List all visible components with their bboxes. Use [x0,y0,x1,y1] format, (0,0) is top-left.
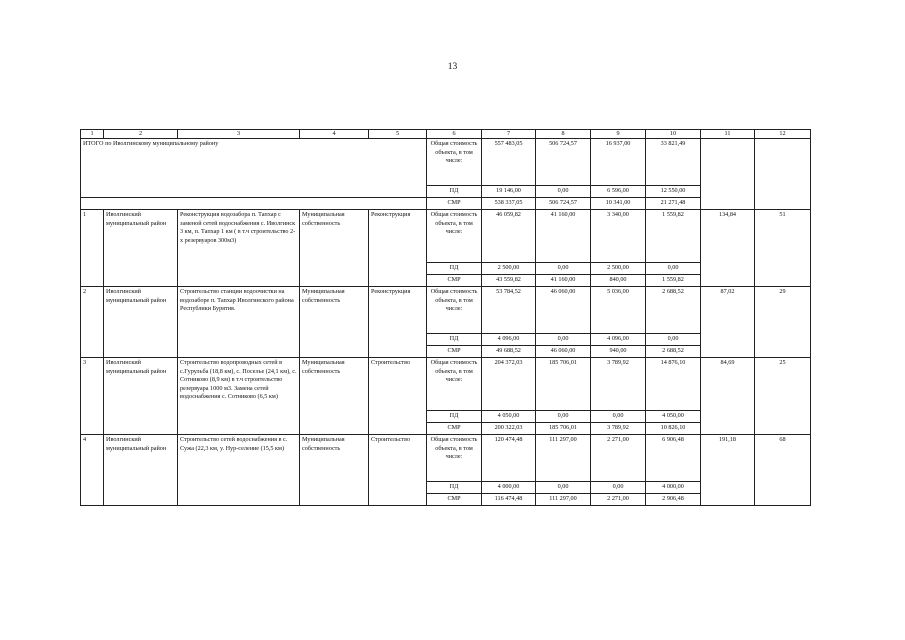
empty-cell [81,198,427,210]
project-ownership: Муниципальная собственность [300,210,369,287]
cost-type-cell: Общая стоимость объекта, в том числе: [427,358,482,411]
empty-cell [701,139,755,210]
project-district: Иволгинский муниципальный район [104,435,178,506]
project-row [81,435,811,482]
cost-type-cell: Общая стоимость объекта, в том числе: [427,435,482,482]
cost-type-cell: Общая стоимость объекта, в том числе: [427,210,482,263]
value-cell: 0,00 [536,482,591,494]
value-cell: 116 474,48 [482,494,536,506]
value-cell: 2 906,48 [646,494,701,506]
project-row [81,287,811,334]
value-cell: 0,00 [536,186,591,198]
project-work-type: Строительство [369,358,427,435]
cost-type-cell: СМР [427,346,482,358]
project-name: Строительство сетей водоснабжения в с. Сужа (22,3 км, у. Нур-селение (15,5 км) [178,435,300,506]
project-district: Иволгинский муниципальный район [104,287,178,358]
value-cell: 557 483,05 [482,139,536,186]
value-cell: 840,00 [591,275,646,287]
cost-type-cell: СМР [427,494,482,506]
value-cell: 0,00 [646,334,701,346]
value-cell: 19 146,00 [482,186,536,198]
project-ownership: Муниципальная собственность [300,287,369,358]
value-cell: 46 060,00 [536,346,591,358]
value-cell: 53 784,52 [482,287,536,334]
project-name: Реконструкция водозабора п. Тапхар с заменой сетей водоснабжения с. Иволгинск 3 км, п. Тапхар 1 км ( в т.ч строительство 2-х резервуаров 300м3) [178,210,300,287]
value-cell: 41 160,00 [536,275,591,287]
value-cell: 2 271,00 [591,494,646,506]
value-cell: 2 688,52 [646,346,701,358]
cost-type-cell: Общая стоимость объекта, в том числе: [427,139,482,186]
value-cell: 0,00 [591,482,646,494]
column-number: 7 [482,130,536,139]
column-12-value: 25 [755,358,811,435]
column-11-value: 87,02 [701,287,755,358]
value-cell: 1 559,82 [646,275,701,287]
column-12-value: 68 [755,435,811,506]
column-11-value: 84,69 [701,358,755,435]
value-cell: 506 724,57 [536,139,591,186]
value-cell: 185 706,01 [536,358,591,411]
value-cell: 111 297,00 [536,435,591,482]
cost-type-cell: СМР [427,423,482,435]
cost-type-cell: СМР [427,275,482,287]
project-district: Иволгинский муниципальный район [104,358,178,435]
value-cell: 3 789,92 [591,358,646,411]
column-11-value: 134,84 [701,210,755,287]
value-cell: 12 550,00 [646,186,701,198]
value-cell: 538 337,05 [482,198,536,210]
column-12-value: 29 [755,287,811,358]
project-work-type: Реконструкция [369,210,427,287]
column-number: 11 [701,130,755,139]
value-cell: 4 096,00 [591,334,646,346]
column-number: 4 [300,130,369,139]
value-cell: 0,00 [536,334,591,346]
value-cell: 10 826,10 [646,423,701,435]
value-cell: 940,00 [591,346,646,358]
cost-type-cell: ПД [427,334,482,346]
value-cell: 4 000,00 [646,482,701,494]
project-number: 4 [81,435,104,506]
project-work-type: Строительство [369,435,427,506]
project-ownership: Муниципальная собственность [300,358,369,435]
cost-type-cell: ПД [427,411,482,423]
value-cell: 3 789,92 [591,423,646,435]
cost-type-cell: ПД [427,186,482,198]
value-cell: 49 688,52 [482,346,536,358]
column-number: 2 [104,130,178,139]
value-cell: 2 688,52 [646,287,701,334]
column-number: 8 [536,130,591,139]
column-number-row [81,130,811,139]
cost-type-cell: ПД [427,263,482,275]
column-12-value: 51 [755,210,811,287]
value-cell: 0,00 [646,263,701,275]
value-cell: 46 060,00 [536,287,591,334]
page-number: 13 [447,62,458,72]
column-number: 6 [427,130,482,139]
value-cell: 4 000,00 [482,482,536,494]
value-cell: 185 706,01 [536,423,591,435]
total-label: ИТОГО по Иволгинскому муниципальному району [81,139,427,198]
value-cell: 2 500,00 [482,263,536,275]
column-number: 5 [369,130,427,139]
empty-cell [755,139,811,210]
value-cell: 120 474,48 [482,435,536,482]
value-cell: 0,00 [536,411,591,423]
value-cell: 1 559,82 [646,210,701,263]
value-cell: 0,00 [591,411,646,423]
project-name: Строительство станции водоочистки на водозаборе п. Тапхар Иволгинского района Республики Бурятия. [178,287,300,358]
value-cell: 204 372,03 [482,358,536,411]
value-cell: 46 059,82 [482,210,536,263]
value-cell: 16 937,00 [591,139,646,186]
column-number: 12 [755,130,811,139]
project-district: Иволгинский муниципальный район [104,210,178,287]
value-cell: 0,00 [536,263,591,275]
cost-type-cell: Общая стоимость объекта, в том числе: [427,287,482,334]
value-cell: 4 050,00 [646,411,701,423]
value-cell: 4 096,00 [482,334,536,346]
investment-program-table [80,129,811,506]
project-work-type: Реконструкция [369,287,427,358]
column-number: 9 [591,130,646,139]
cost-type-cell: ПД [427,482,482,494]
project-number: 3 [81,358,104,435]
column-number: 1 [81,130,104,139]
value-cell: 111 297,00 [536,494,591,506]
value-cell: 4 050,00 [482,411,536,423]
value-cell: 506 724,57 [536,198,591,210]
cost-type-cell: СМР [427,198,482,210]
value-cell: 2 500,00 [591,263,646,275]
value-cell: 3 340,00 [591,210,646,263]
value-cell: 21 271,48 [646,198,701,210]
project-name: Строительство водопроводных сетей в с.Гурульба (18,8 км), с. Поселье (24,1 км), с. Сотниково (8,9 км) в т.ч строительство резервуара 1000 м3. Замена сетей водоснабжения с. Сотниково (6,5 км) [178,358,300,435]
value-cell: 41 160,00 [536,210,591,263]
value-cell: 5 036,00 [591,287,646,334]
value-cell: 14 876,10 [646,358,701,411]
total-row [81,139,811,186]
value-cell: 6 906,48 [646,435,701,482]
value-cell: 10 341,00 [591,198,646,210]
column-number: 10 [646,130,701,139]
value-cell: 200 322,03 [482,423,536,435]
column-number: 3 [178,130,300,139]
project-number: 2 [81,287,104,358]
project-number: 1 [81,210,104,287]
value-cell: 6 596,00 [591,186,646,198]
value-cell: 33 821,49 [646,139,701,186]
value-cell: 2 271,00 [591,435,646,482]
project-row [81,210,811,263]
project-ownership: Муниципальная собственность [300,435,369,506]
value-cell: 43 559,82 [482,275,536,287]
project-row [81,358,811,411]
column-11-value: 191,18 [701,435,755,506]
